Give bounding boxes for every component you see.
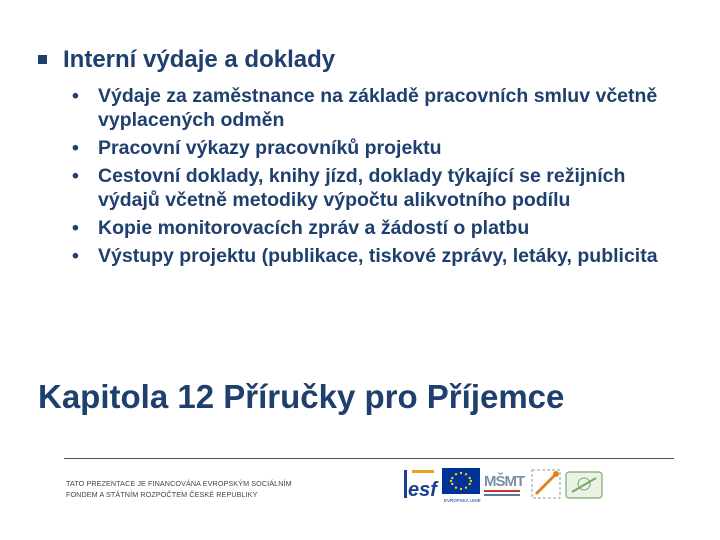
eu-flag-icon (442, 468, 481, 503)
eu-flag-caption: EVROPSKÁ UNIE (444, 498, 481, 503)
sub-bullet-item (72, 164, 672, 212)
esf-logo-icon (404, 470, 439, 501)
bullet-dot-icon: • (72, 165, 79, 187)
chapter-heading: Kapitola 12 Příručky pro Příjemce (38, 378, 565, 415)
sub-bullet-label: Cestovní doklady, knihy jízd, doklady týkající se režijních výdajů včetně metodiky výpočtu alikvotního podílu (98, 165, 626, 211)
sub-bullet-item (72, 216, 672, 240)
bullet-dot-icon: • (72, 85, 79, 107)
footer-funding-note (66, 478, 346, 500)
sub-bullet-list (72, 84, 672, 272)
msmt-logo-icon (484, 472, 525, 496)
bullet-dot-icon: • (72, 245, 79, 267)
sub-bullet-label: Výdaje za zaměstnance na základě pracovních smluv včetně vyplacených odměn (98, 85, 658, 131)
sub-bullet-item (72, 84, 672, 132)
bullet-dot-icon: • (72, 137, 79, 159)
main-bullet-item (38, 46, 335, 74)
logos-strip (404, 464, 614, 506)
sub-bullet-item (72, 244, 672, 268)
sub-bullet-label: Pracovní výkazy pracovníků projektu (98, 137, 442, 159)
footer-divider (64, 458, 674, 459)
msmt-logo-text: MŠMT (484, 473, 525, 490)
sub-bullet-label: Výstupy projektu (publikace, tiskové zprávy, letáky, publicita (98, 245, 658, 267)
square-bullet-icon (38, 55, 47, 64)
op-logo-icon (532, 470, 602, 498)
main-bullet-label: Interní výdaje a doklady (63, 46, 336, 73)
bullet-dot-icon: • (72, 217, 79, 239)
sub-bullet-label: Kopie monitorovacích zpráv a žádostí o platbu (98, 217, 530, 239)
footer-line-1: TATO PREZENTACE JE FINANCOVÁNA EVROPSKÝM SOCIÁLNÍM (66, 479, 292, 488)
footer-line-2: FONDEM A STÁTNÍM ROZPOČTEM ČESKÉ REPUBLIKY (66, 490, 258, 499)
esf-logo-text: esf (408, 479, 437, 501)
sub-bullet-item (72, 136, 672, 160)
